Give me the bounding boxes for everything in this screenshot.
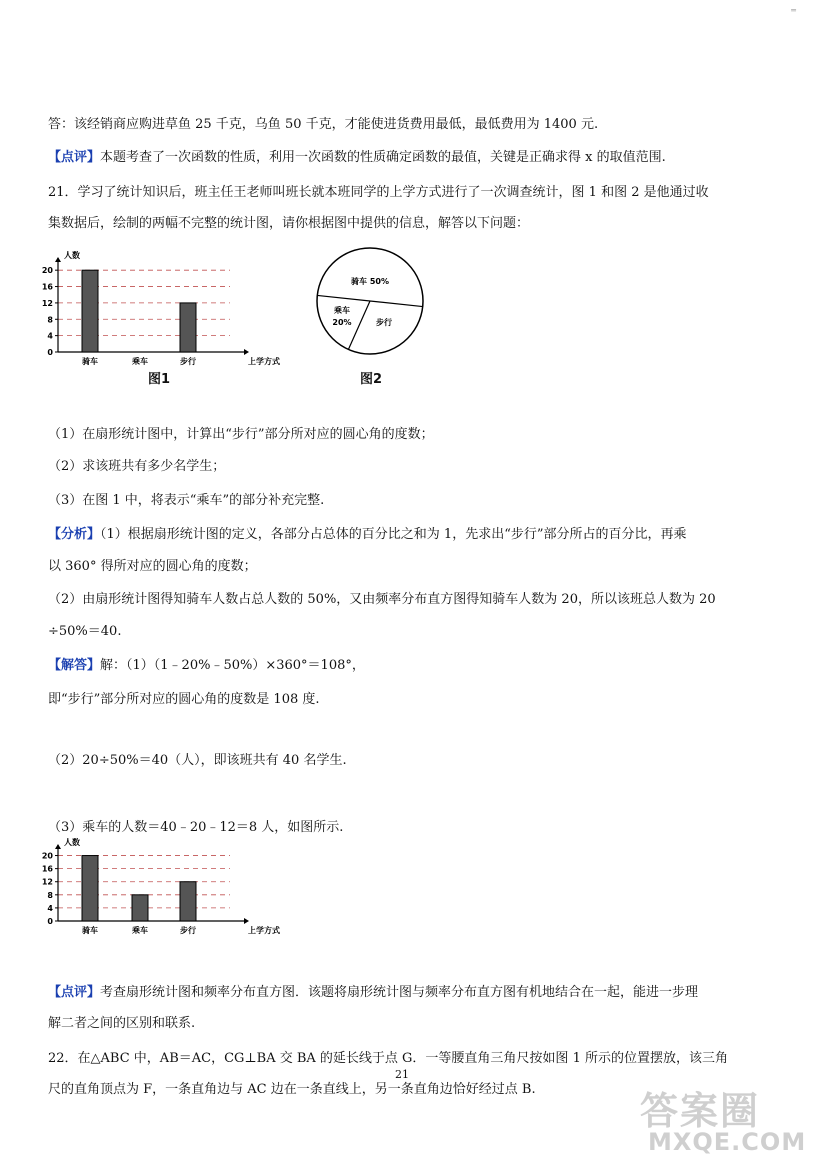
y-axis-arrow <box>55 844 61 849</box>
watermark-top: 答案圈 <box>640 1089 761 1133</box>
sub-question-2: （2）求该班共有多少名学生； <box>48 459 226 474</box>
y-axis-arrow <box>55 257 61 262</box>
y-tick-label: 12 <box>41 298 53 308</box>
pie-label-walk: 步行 <box>376 318 392 327</box>
pie-chart-figure-2 <box>312 243 428 359</box>
analysis-line-3: （2）由扇形统计图得知骑车人数占总人数的 50%，又由频率分布直方图得知骑车人数为 20，所以该班总人数为 20 <box>48 592 716 607</box>
analysis-line-2: 以 360° 得所对应的圆心角的度数； <box>48 559 257 574</box>
y-tick-label: 8 <box>47 890 53 900</box>
pie-label-bus: 乘车 <box>334 306 350 315</box>
watermark-logo <box>640 1080 810 1160</box>
y-tick-label: 16 <box>41 864 53 874</box>
x-tick-label: 步行 <box>180 926 196 935</box>
y-axis-label: 人数 <box>64 251 80 260</box>
bar <box>82 270 98 352</box>
pie-label-bus-percent: 20% <box>332 318 352 327</box>
x-axis-arrow <box>244 918 249 924</box>
bar <box>132 895 148 921</box>
question-22-line-1: 22．在△ABC 中，AB＝AC，CG⊥BA 交 BA 的延长线于点 G．一等腰直角三角尺按如图 1 所示的位置摆放，该三角 <box>48 1051 728 1066</box>
x-tick-label: 步行 <box>180 357 196 366</box>
review-tag: 【点评】 <box>48 985 101 1000</box>
x-axis-arrow <box>244 349 249 355</box>
review-line-1 <box>48 981 698 1000</box>
solution-line-1 <box>48 654 365 673</box>
bar <box>180 882 196 921</box>
analysis-text: （1）根据扇形统计图的定义，各部分占总体的百分比之和为 1，先求出“步行”部分所占的百分比，再乘 <box>100 527 687 542</box>
y-tick-label: 4 <box>47 331 53 341</box>
x-tick-label: 骑车 <box>82 357 98 366</box>
analysis-line-4: ÷50%＝40. <box>48 624 122 639</box>
header-mark: ═ <box>791 6 796 15</box>
y-axis-label: 人数 <box>64 838 80 847</box>
x-tick-label: 骑车 <box>82 926 98 935</box>
review-line-2: 解二者之间的区别和联系. <box>48 1016 196 1031</box>
y-tick-label: 0 <box>47 348 53 357</box>
x-axis-label: 上学方式 <box>248 357 280 366</box>
page-number: 21 <box>395 1068 409 1081</box>
figure-2-caption: 图2 <box>360 372 383 387</box>
sub-question-3: （3）在图 1 中，将表示“乘车”的部分补充完整. <box>48 493 325 508</box>
y-tick-label: 4 <box>47 903 53 913</box>
solution-line-2: 即“步行”部分所对应的圆心角的度数是 108 度. <box>48 692 320 707</box>
solution-line-3: （2）20÷50%＝40（人），即该班共有 40 名学生. <box>48 753 347 768</box>
comment-line-1 <box>48 146 666 165</box>
watermark-bottom: MXQE.COM <box>648 1128 807 1156</box>
question-22-line-2: 尺的直角顶点为 F，一条直角边与 AC 边在一条直线上，另一条直角边恰好经过点 B. <box>48 1082 536 1097</box>
question-21-line-2: 集数据后，绘制的两幅不完整的统计图，请你根据图中提供的信息，解答以下问题： <box>48 216 530 231</box>
pie-label-cycling: 骑车 50% <box>351 277 389 286</box>
sub-question-1: （1）在扇形统计图中，计算出“步行”部分所对应的圆心角的度数； <box>48 427 434 442</box>
x-axis-label: 上学方式 <box>248 926 280 935</box>
answer-line-1: 答：该经销商应购进草鱼 25 千克，乌鱼 50 千克，才能使进货费用最低，最低费用为 1400 元. <box>48 117 599 132</box>
bar <box>180 303 196 352</box>
y-tick-label: 20 <box>41 851 53 861</box>
y-tick-label: 20 <box>41 266 53 276</box>
y-tick-label: 16 <box>41 282 53 292</box>
y-tick-label: 8 <box>47 315 53 325</box>
analysis-line-1 <box>48 523 686 542</box>
analysis-tag: 【分析】 <box>48 527 101 542</box>
x-tick-label: 乘车 <box>132 357 148 366</box>
figure-1-caption: 图1 <box>148 372 171 387</box>
solution-line-4: （3）乘车的人数＝40﹣20﹣12＝8 人，如图所示. <box>48 820 344 835</box>
question-21-line-1: 21．学习了统计知识后，班主任王老师叫班长就本班同学的上学方式进行了一次调查统计，图 1 和图 2 是他通过收 <box>48 185 709 200</box>
bar-chart-figure-1 <box>22 236 280 372</box>
comment-text: 本题考查了一次函数的性质，利用一次函数的性质确定函数的最值，关键是正确求得 x 的取值范围. <box>100 150 666 165</box>
x-tick-label: 乘车 <box>132 926 148 935</box>
y-tick-label: 12 <box>41 877 53 887</box>
bar <box>82 856 98 921</box>
y-tick-label: 0 <box>47 917 53 926</box>
solution-text: 解：（1）（1﹣20%﹣50%）×360°＝108°， <box>100 658 365 673</box>
review-text: 考查扇形统计图和频率分布直方图．该题将扇形统计图与频率分布直方图有机地结合在一起，能进一步理 <box>100 985 699 1000</box>
solution-tag: 【解答】 <box>48 658 101 673</box>
comment-tag: 【点评】 <box>48 150 101 165</box>
bar-chart-completed <box>22 838 280 939</box>
